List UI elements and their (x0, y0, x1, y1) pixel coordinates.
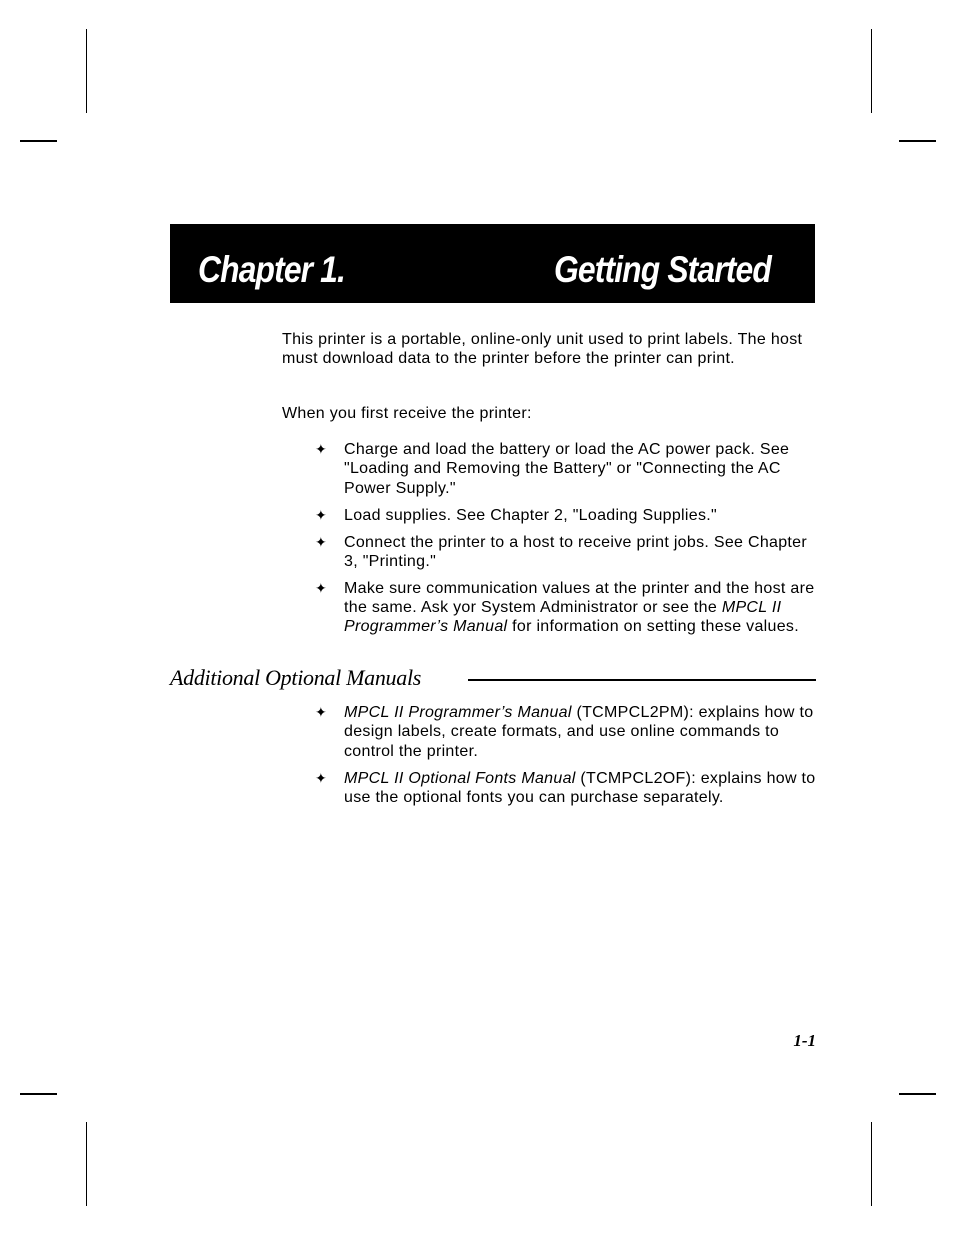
manual-title: MPCL II Programmer’s Manual (344, 704, 572, 721)
crop-mark (871, 1122, 872, 1206)
crop-mark (899, 1093, 936, 1095)
setup-steps-list (315, 440, 825, 637)
section-heading (170, 664, 816, 692)
heading-rule (468, 679, 816, 681)
step-text: Load supplies. See Chapter 2, "Loading Supplies." (344, 506, 717, 524)
step-text: for information on setting these values. (507, 618, 799, 636)
bullet-icon: ✦ (315, 580, 328, 597)
optional-manuals-list (315, 703, 825, 807)
bullet-icon: ✦ (315, 705, 328, 721)
crop-mark (899, 140, 936, 142)
crop-mark (20, 140, 57, 142)
chapter-number: Chapter 1. (198, 249, 346, 290)
step-text: Make sure communication values at the printer and the host are the same. Ask yor System Administrator or see the (344, 579, 815, 617)
first-receive-paragraph: When you first receive the printer: (282, 405, 532, 422)
step-text: Connect the printer to a host to receive print jobs. See Chapter 3, "Printing." (344, 533, 808, 570)
crop-mark (86, 29, 87, 113)
crop-mark (86, 1122, 87, 1206)
chapter-title: Getting Started (554, 249, 771, 290)
manual-description: (TCMPCL2OF): explains how to use the optional fonts you can purchase separately. (344, 769, 816, 806)
manual-description: (TCMPCL2PM): explains how to design labels, create formats, and use online commands to control the printer. (344, 704, 814, 760)
manual-title: MPCL II Programmer’s Manual (344, 599, 782, 636)
list-item (315, 579, 825, 637)
bullet-icon: ✦ (315, 534, 328, 551)
list-item (315, 506, 825, 525)
bullet-icon: ✦ (315, 770, 328, 787)
bullet-icon: ✦ (315, 442, 328, 458)
list-item (315, 440, 825, 498)
manual-title: MPCL II Optional Fonts Manual (344, 769, 576, 787)
chapter-banner (170, 224, 815, 303)
section-heading-text: Additional Optional Manuals (170, 664, 429, 692)
page-number: 1-1 (793, 1031, 816, 1050)
list-item (315, 533, 825, 572)
step-text: Charge and load the battery or load the AC power pack. See "Loading and Removing the Battery" or "Connecting the AC Power Supply." (344, 441, 790, 497)
list-item (315, 703, 825, 761)
crop-mark (871, 29, 872, 113)
crop-mark (20, 1093, 57, 1095)
bullet-icon: ✦ (315, 507, 328, 524)
intro-paragraph: This printer is a portable, online-only unit used to print labels. The host must download data to the printer before the printer can print. (282, 331, 803, 368)
list-item (315, 769, 825, 808)
